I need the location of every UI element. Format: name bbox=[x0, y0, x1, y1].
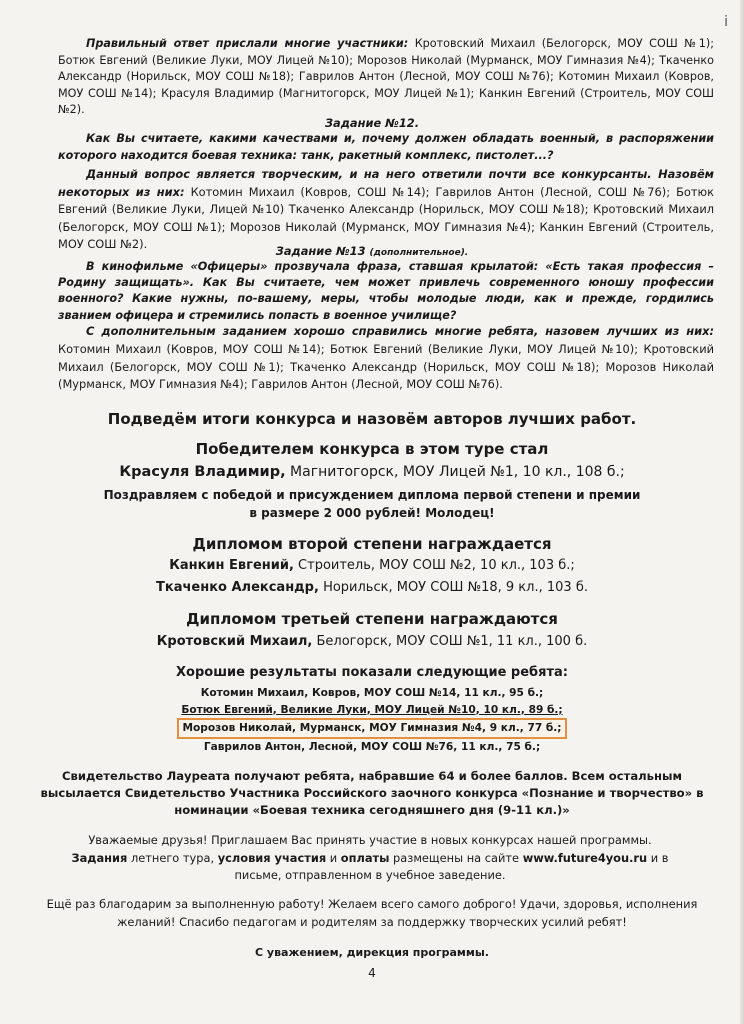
winner-congrats-line2: в размере 2 000 рублей! Молодец! bbox=[249, 506, 495, 520]
thanks-paragraph bbox=[40, 896, 704, 931]
third-degree-title: Дипломом третьей степени награждаются bbox=[186, 610, 558, 628]
second-degree-winner-2-name: Ткаченко Александр, bbox=[156, 580, 319, 595]
thanks-line1: Ещё раз благодарим за выполненную работу! Желаем всего самого доброго! Удачи, здоровья, исполнения bbox=[46, 897, 698, 911]
correct-answers-lead: Правильный ответ прислали многие участники: bbox=[86, 37, 409, 50]
winner-name: Красуля Владимир, bbox=[119, 464, 286, 480]
creative-answers-lead: Данный вопрос является творческим, и на него ответили почти все конкурсанты. Назовём некоторых из них: bbox=[58, 167, 714, 199]
website-link[interactable]: www.future4you.ru bbox=[522, 850, 648, 865]
third-degree-winner-1-name: Кротовский Михаил, bbox=[156, 634, 313, 649]
second-degree-winner-1-name: Канкин Евгений, bbox=[169, 558, 294, 573]
invitation-tasks: Задания bbox=[71, 850, 128, 865]
task12-question-text: Как Вы считаете, какими качествами и, почему должен обладать военный, в распоряжении которого находится боевая техника: танк, ракетный комплекс, пистолет...? bbox=[58, 132, 714, 162]
invitation-text-g: размещены на сайте bbox=[389, 850, 523, 865]
laureate-note-line1: Свидетельство Лауреата получают ребята, набравшие 64 и более баллов. Всем остальным bbox=[62, 769, 682, 783]
invitation-paragraph bbox=[70, 832, 670, 885]
winner-congrats-line1: Поздравляем с победой и присуждением диплома первой степени и премии bbox=[103, 488, 641, 502]
task13-extra-label: (дополнительное). bbox=[369, 248, 469, 258]
thanks-line2: желаний! Спасибо педагогам и родителям за поддержку творческих усилий ребят! bbox=[117, 914, 627, 929]
creative-answers-paragraph bbox=[58, 166, 714, 254]
third-degree-winner-1-details: Белогорск, МОУ СОШ №1, 11 кл., 100 б. bbox=[312, 634, 588, 649]
good-result-3-highlighted: Морозов Николай, Мурманск, МОУ Гимназия №4, 9 кл., 77 б.; bbox=[177, 718, 566, 739]
good-result-2: Ботюк Евгений, Великие Луки, МОУ Лицей №10, 10 кл., 89 б.; bbox=[181, 703, 563, 716]
creative-answers-list: Котомин Михаил (Ковров, СОШ №14); Гаврилов Антон (Лесной, СОШ №76); Ботюк Евгений (Великие Луки, Лицей №10) Ткаченко Александр (Норильск, МОУ СОШ №18); Кротовский Михаил (Белогорск, МОУ СОШ №1); Морозов Николай (Мурманск, МОУ Гимназия №4); Канкин Евгений (Строитель, МОУ СОШ №2). bbox=[58, 184, 715, 251]
second-degree-winner-2 bbox=[40, 580, 704, 595]
task13-question-text: В кинофильме «Офицеры» прозвучала фраза, ставшая крылатой: «Есть такая профессия – Родину защищать». Как Вы считаете, чем может привлечь современного юношу профессии военного? Какие нужны, по-вашему, меры, чтобы молодые люди, как и прежде, гордились званием офицера и стремились попасть в военное училище? bbox=[58, 260, 714, 322]
invitation-conditions: условия участия bbox=[217, 850, 327, 865]
laureate-note-line3: номинации «Боевая техника сегодняшнего дня (9-11 кл.)» bbox=[174, 803, 570, 817]
winner-congrats bbox=[40, 486, 704, 522]
task13-question bbox=[58, 259, 714, 324]
winner-line bbox=[40, 464, 704, 480]
good-result-1: Котомин Михаил, Ковров, МОУ СОШ №14, 11 кл., 95 б.; bbox=[200, 687, 544, 699]
invitation-text-a: Уважаемые друзья! Приглашаем Вас принять участие в новых конкурсах нашей программы. bbox=[88, 833, 652, 847]
summary-title: Подведём итоги конкурса и назовём авторов лучших работ. bbox=[107, 410, 637, 428]
winner-title: Победителем конкурса в этом туре стал bbox=[195, 440, 549, 458]
laureate-note-line2: высылается Свидетельство Участника Российского заочного конкурса «Познание и творчество» в bbox=[40, 786, 704, 800]
third-degree-winner-1 bbox=[40, 634, 704, 649]
second-degree-title: Дипломом второй степени награждается bbox=[192, 535, 552, 553]
corner-mark: i bbox=[724, 14, 728, 30]
page-number: 4 bbox=[368, 966, 376, 980]
second-degree-winner-1 bbox=[40, 558, 704, 573]
extra-task-paragraph bbox=[58, 323, 714, 394]
extra-task-list: Котомин Михаил (Ковров, МОУ СОШ №14); Ботюк Евгений (Великие Луки, МОУ Лицей №10); Кротовский Михаил (Белогорск, МОУ СОШ №1); Ткаченко Александр (Норильск, МОУ СОШ №18); Морозов Николай (Мурманск, МОУ Гимназия №4); Гаврилов Антон (Лесной, МОУ СОШ №76). bbox=[58, 341, 714, 392]
invitation-text-e: и bbox=[326, 850, 341, 865]
second-degree-winner-2-details: Норильск, МОУ СОШ №18, 9 кл., 103 б. bbox=[318, 580, 588, 595]
task12-title: Задание №12. bbox=[324, 116, 420, 130]
task13-title bbox=[0, 244, 744, 258]
good-results-title: Хорошие результаты показали следующие ребята: bbox=[176, 665, 568, 680]
correct-answers-paragraph bbox=[58, 36, 714, 119]
task13-title-text: Задание №13 bbox=[275, 244, 366, 258]
second-degree-winner-1-details: Строитель, МОУ СОШ №2, 10 кл., 103 б.; bbox=[293, 558, 575, 573]
correct-answers-list: Кротовский Михаил (Белогорск, МОУ СОШ №1); Ботюк Евгений (Великие Луки, МОУ Лицей №10); Морозов Николай (Мурманск, МОУ Гимназия №4); Ткаченко Александр (Норильск, МОУ СОШ №18); Гаврилов Антон (Лесной, МОУ СОШ №76); Котомин Михаил (Ковров, МОУ СОШ №14); Красуля Владимир (Магнитогорск, МОУ Лицей №1); Канкин Евгений (Строитель, МОУ СОШ №2). bbox=[58, 37, 714, 117]
laureate-note bbox=[40, 768, 704, 819]
task12-question bbox=[58, 131, 714, 164]
scan-edge bbox=[740, 0, 744, 1024]
good-result-4: Гаврилов Антон, Лесной, МОУ СОШ №76, 11 кл., 75 б.; bbox=[203, 740, 541, 753]
signature: С уважением, дирекция программы. bbox=[255, 946, 489, 959]
extra-task-lead: С дополнительным заданием хорошо справились многие ребята, назовем лучших из них: bbox=[86, 324, 714, 338]
invitation-payment: оплаты bbox=[340, 850, 390, 865]
invitation-text-h: и в письме, отправленном в учебное заведение. bbox=[234, 850, 669, 882]
invitation-text-c: летнего тура, bbox=[127, 850, 218, 865]
winner-details: Магнитогорск, МОУ Лицей №1, 10 кл., 108 б.; bbox=[285, 464, 625, 480]
good-results-list bbox=[40, 685, 704, 755]
